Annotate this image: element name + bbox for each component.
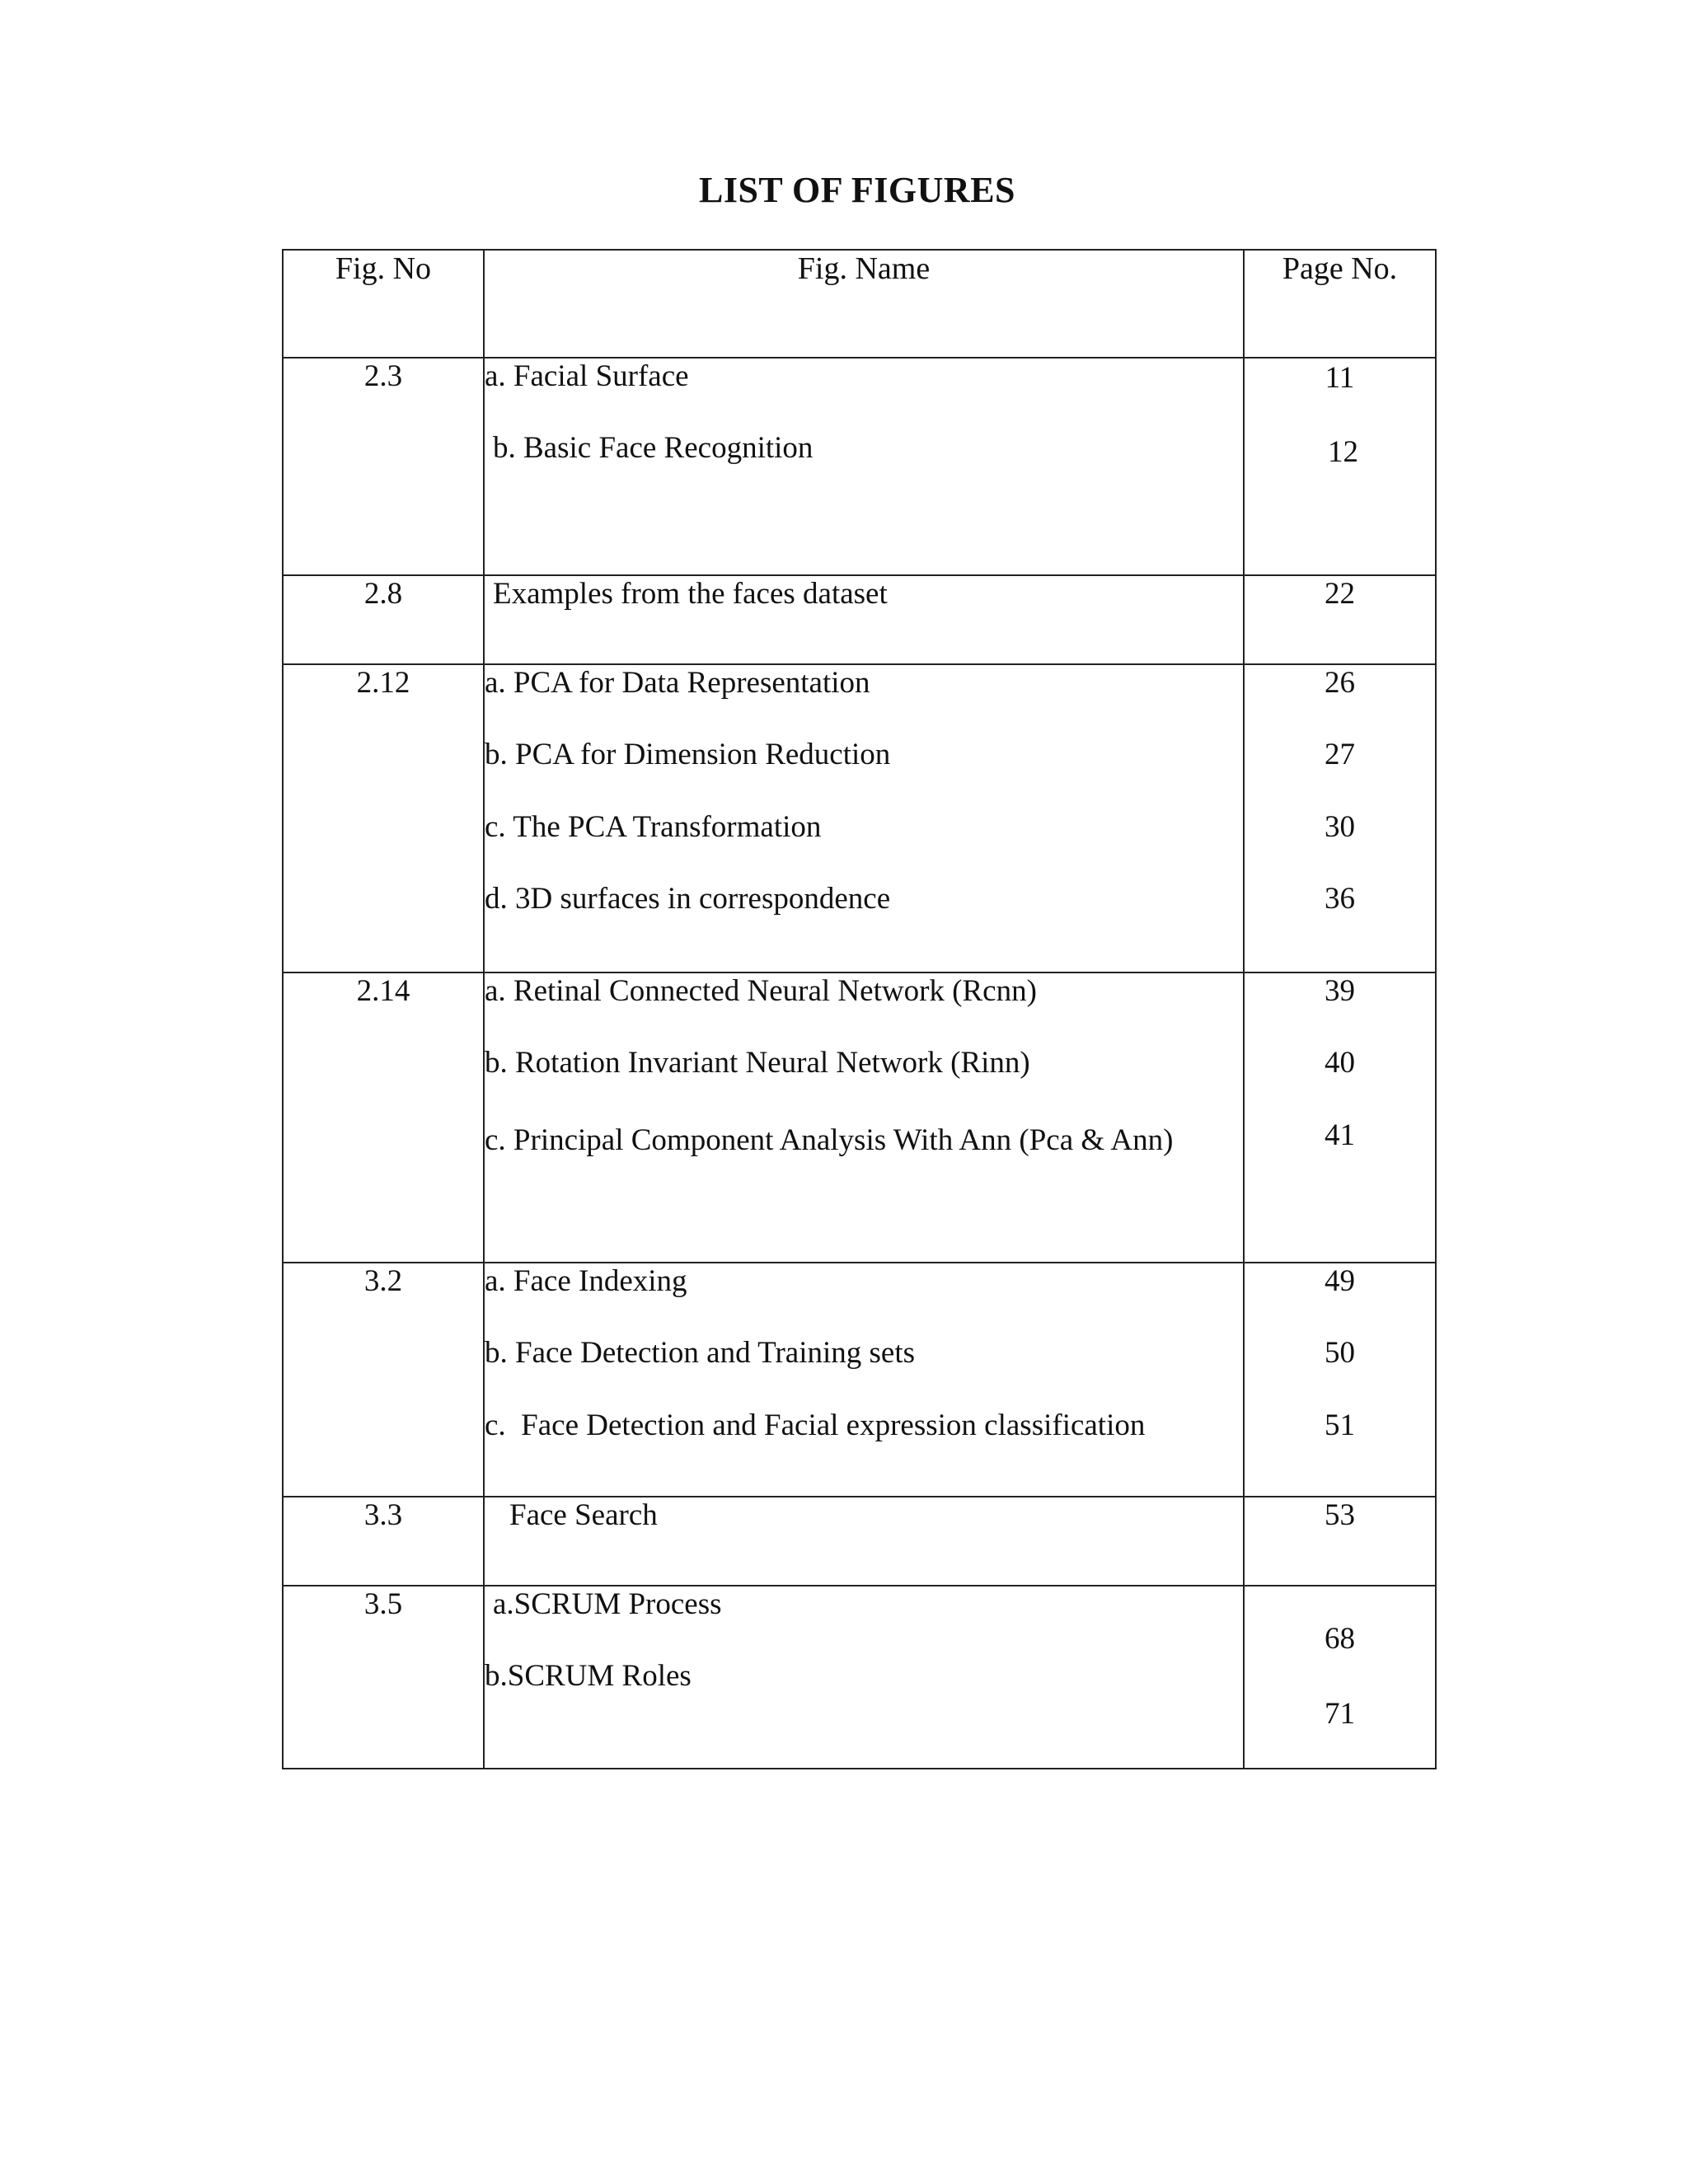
table-row (283, 358, 1436, 575)
page-no-cell (1244, 664, 1436, 972)
table-row (283, 1497, 1436, 1586)
page-title: LIST OF FIGURES (698, 170, 1016, 210)
fig-entry: d. 3D surfaces in correspondence (485, 882, 891, 916)
fig-name-cell (484, 1586, 1244, 1769)
table-row (283, 664, 1436, 972)
fig-entry: Examples from the faces dataset (493, 577, 888, 611)
fig-entry: a.SCRUM Process (493, 1587, 722, 1621)
page-number: 26 (1325, 666, 1355, 700)
fig-entry: b. PCA for Dimension Reduction (485, 738, 891, 772)
fig-entry: b. Rotation Invariant Neural Network (Rinn) (485, 1046, 1030, 1080)
page-number: 11 (1325, 361, 1355, 395)
fig-entry: b. Basic Face Recognition (493, 431, 814, 466)
page-number: 30 (1325, 809, 1355, 844)
page-no-cell (1244, 1263, 1436, 1497)
page-number: 71 (1325, 1697, 1355, 1732)
table-row (283, 972, 1436, 1263)
fig-no: 3.5 (363, 1587, 403, 1621)
fig-no: 2.14 (356, 974, 410, 1008)
page-number: 68 (1325, 1622, 1355, 1656)
fig-entry: a. Retinal Connected Neural Network (Rcnn) (485, 974, 1037, 1008)
page-number: 40 (1325, 1046, 1355, 1080)
page-number: 49 (1325, 1264, 1355, 1298)
fig-no: 2.3 (363, 359, 403, 393)
fig-no-cell (283, 1497, 484, 1586)
fig-no-cell (283, 1263, 484, 1497)
fig-no: 2.8 (363, 577, 403, 611)
fig-entry: c. Principal Component Analysis With Ann (Pca & Ann) (485, 1122, 1174, 1157)
fig-no-cell (283, 358, 484, 575)
page-number: 53 (1325, 1498, 1355, 1532)
table-header-row (283, 250, 1436, 358)
fig-no-cell (283, 1586, 484, 1769)
page-no-cell (1244, 575, 1436, 664)
header-page-no: Page No. (1244, 250, 1436, 358)
fig-entry: c. Face Detection and Facial expression classification (485, 1408, 1146, 1442)
table-row (283, 575, 1436, 664)
table-row (283, 1586, 1436, 1769)
fig-no: 2.12 (356, 666, 410, 700)
fig-entry: c. The PCA Transformation (485, 809, 822, 844)
header-fig-no: Fig. No (283, 250, 484, 358)
table-row (283, 1263, 1436, 1497)
fig-name-cell (484, 1263, 1244, 1497)
fig-name-cell (484, 1497, 1244, 1586)
header-fig-name: Fig. Name (484, 250, 1244, 358)
fig-no: 3.2 (363, 1264, 403, 1298)
page-number: 27 (1325, 738, 1355, 772)
fig-entry: b. Face Detection and Training sets (485, 1336, 916, 1371)
fig-entry: b.SCRUM Roles (485, 1659, 692, 1694)
page-number: 50 (1325, 1336, 1355, 1371)
fig-no-cell (283, 575, 484, 664)
fig-no-cell (283, 664, 484, 972)
page-number: 41 (1325, 1118, 1355, 1152)
fig-name-cell (484, 358, 1244, 575)
fig-name-cell (484, 972, 1244, 1263)
list-of-figures-table (282, 249, 1437, 1769)
page-no-cell (1244, 358, 1436, 575)
page-number: 12 (1328, 435, 1358, 470)
fig-name-cell (484, 575, 1244, 664)
fig-entry: Face Search (509, 1498, 658, 1532)
fig-name-cell (484, 664, 1244, 972)
page-no-cell (1244, 1497, 1436, 1586)
page-no-cell (1244, 1586, 1436, 1769)
page-number: 51 (1325, 1408, 1355, 1442)
page-number: 39 (1325, 974, 1355, 1008)
page-number: 36 (1325, 882, 1355, 916)
fig-no-cell (283, 972, 484, 1263)
page-number: 22 (1325, 577, 1355, 611)
fig-entry: a. Face Indexing (485, 1264, 687, 1298)
fig-entry: a. PCA for Data Representation (485, 666, 870, 700)
fig-entry: a. Facial Surface (485, 359, 689, 393)
fig-no: 3.3 (363, 1498, 403, 1532)
page-no-cell (1244, 972, 1436, 1263)
